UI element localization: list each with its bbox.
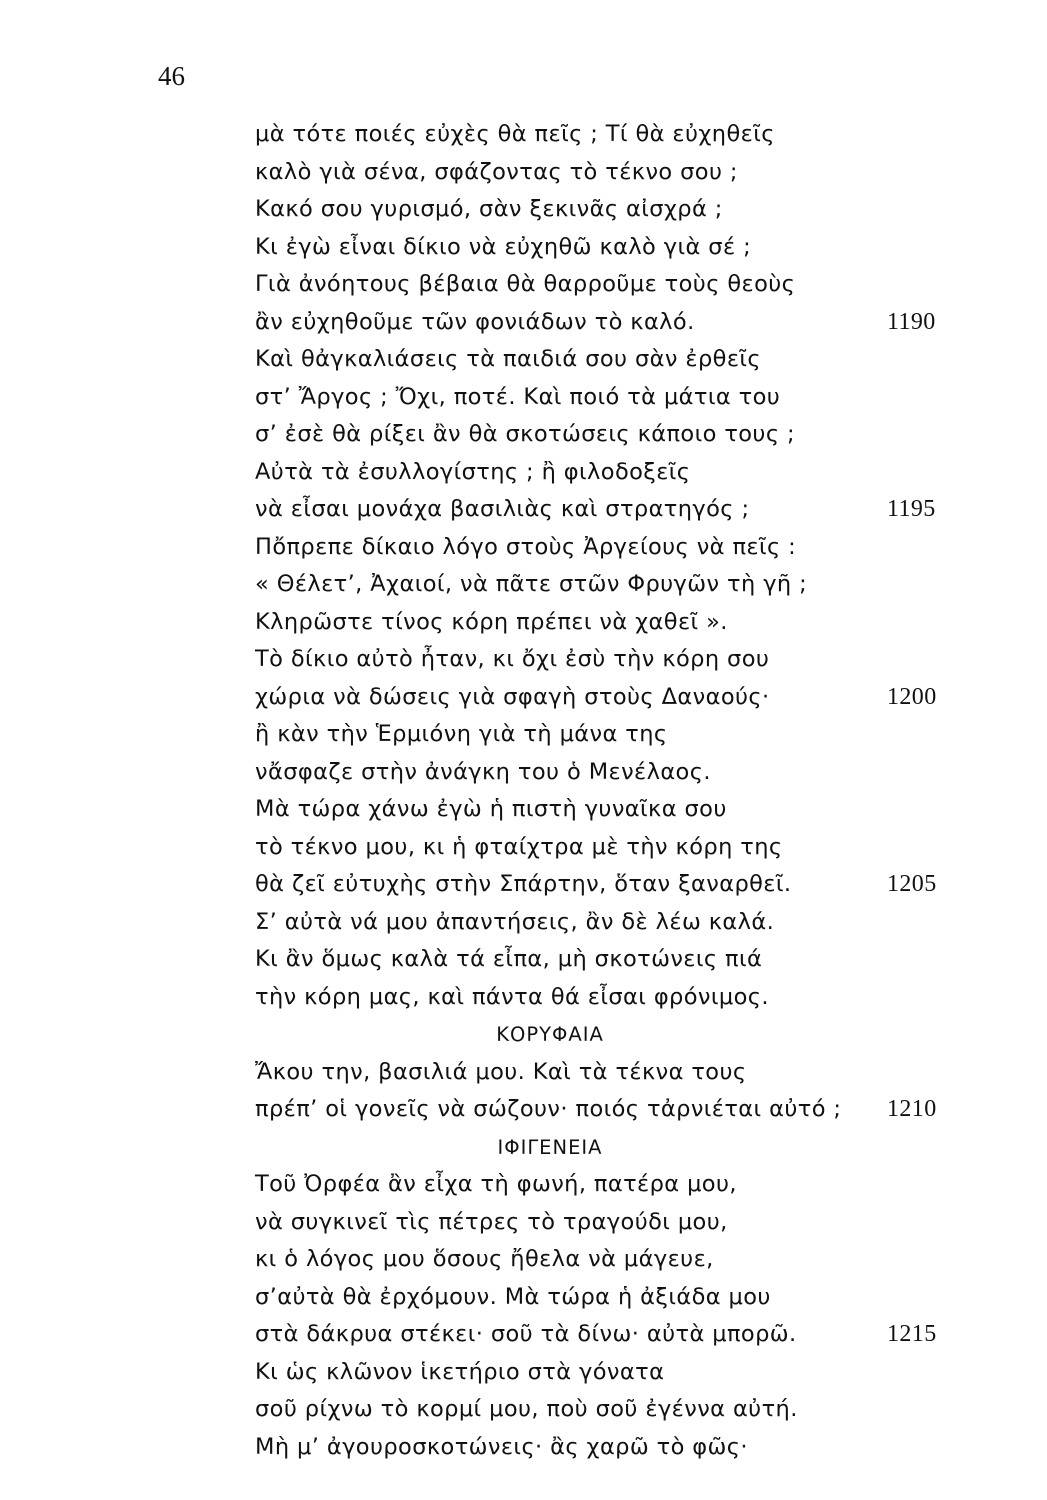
line-number: 1215 — [887, 1321, 937, 1347]
line-number: 1200 — [887, 683, 937, 710]
verse-text: Κληρῶστε τίνος κόρη πρέπει νὰ χαθεῖ ». — [255, 608, 728, 635]
verse-line — [255, 1429, 955, 1467]
verse-text: Τοῦ Ὀρφέα ἂν εἶχα τὴ φωνή, πατέρα μου, — [255, 1171, 737, 1197]
verse-line — [255, 379, 955, 417]
verse-line — [255, 866, 955, 904]
speaker-name — [255, 1016, 845, 1054]
verse-text: νὰ συγκινεῖ τὶς πέτρες τὸ τραγούδι μου, — [255, 1208, 728, 1235]
verse-line — [255, 454, 955, 492]
verse-text: χώρια νὰ δώσεις γιὰ σφαγὴ στοὺς Δαναούς· — [255, 683, 770, 710]
verse-text: κι ὁ λόγος μου ὅσους ἤθελα νὰ μάγευε, — [255, 1246, 714, 1272]
verse-line — [255, 566, 955, 604]
verse-line — [255, 1354, 955, 1392]
verse-text: Σ’ αὐτὰ νά μου ἀπαντήσεις, ἂν δὲ λέω καλά. — [255, 908, 775, 935]
verse-line — [255, 1204, 955, 1242]
verse-line — [255, 641, 955, 679]
verse-line — [255, 754, 955, 792]
line-number: 1190 — [887, 308, 936, 335]
verse-text: πρέπ’ οἱ γονεῖς νὰ σώζουν· ποιός τἀρνιέται αὐτό ; — [255, 1096, 842, 1122]
verse-text: ἢ κὰν τὴν Ἑρμιόνη γιὰ τὴ μάνα της — [255, 721, 668, 747]
verse-text: Καὶ θἀγκαλιάσεις τὰ παιδιά σου σὰν ἐρθεῖς — [255, 346, 761, 372]
verse-line — [255, 491, 955, 529]
verse-line — [255, 1091, 955, 1129]
verse-line — [255, 979, 955, 1017]
verse-text: Μὴ μ’ ἀγουροσκοτώνεις· ἂς χαρῶ τὸ φῶς· — [255, 1433, 748, 1460]
line-number: 1195 — [887, 496, 936, 522]
verse-line — [255, 191, 955, 229]
verse-text: θὰ ζεῖ εὐτυχὴς στὴν Σπάρτην, ὅταν ξαναρθεῖ. — [255, 871, 792, 897]
verse-line — [255, 716, 955, 754]
verse-text: Γιὰ ἀνόητους βέβαια θὰ θαρροῦμε τοὺς θεοὺς — [255, 271, 796, 297]
verse-line — [255, 116, 955, 154]
verse-text: τὸ τέκνο μου, κι ἡ φταίχτρα μὲ τὴν κόρη της — [255, 833, 783, 860]
verse-text: Αὐτὰ τὰ ἐσυλλογίστης ; ἢ φιλοδοξεῖς — [255, 458, 691, 485]
verse-text: Πὄπρεπε δίκαιο λόγο στοὺς Ἀργείους νὰ πεῖς : — [255, 533, 797, 560]
verse-line — [255, 154, 955, 192]
verse-line — [255, 904, 955, 942]
page-number: 46 — [158, 61, 185, 91]
verse-text: ἂν εὐχηθοῦμε τῶν φονιάδων τὸ καλό. — [255, 308, 695, 335]
verse-text: Μὰ τώρα χάνω ἐγὼ ἡ πιστὴ γυναῖκα σου — [255, 796, 727, 822]
verse-text: σοῦ ρίχνω τὸ κορμί μου, ποὺ σοῦ ἐγέννα αὐτή. — [255, 1396, 798, 1422]
verse-text: σ’αὐτὰ θὰ ἐρχόμουν. Μὰ τώρα ἡ ἀξιάδα μου — [255, 1283, 771, 1310]
verse-line — [255, 1241, 955, 1279]
verse-text: « Θέλετ’, Ἀχαιοί, νὰ πᾶτε στῶν Φρυγῶν τὴ γῆ ; — [255, 571, 808, 597]
verse-line — [255, 679, 955, 717]
verse-text: Ἄκου την, βασιλιά μου. Καὶ τὰ τέκνα τους — [255, 1058, 747, 1085]
line-number: 1205 — [887, 871, 937, 897]
verse-text: νὰ εἶσαι μονάχα βασιλιὰς καὶ στρατηγός ; — [255, 496, 750, 522]
verse-line — [255, 1166, 955, 1204]
verse-line — [255, 266, 955, 304]
verse-text: νἄσφαζε στὴν ἀνάγκη του ὁ Μενέλαος. — [255, 758, 711, 785]
verse-line — [255, 341, 955, 379]
speaker-label: ΙΦΙΓΕΝΕΙΑ — [497, 1135, 603, 1159]
verse-text: καλὸ γιὰ σένα, σφάζοντας τὸ τέκνο σου ; — [255, 158, 738, 185]
verse-line — [255, 1279, 955, 1317]
speaker-label: ΚΟΡΥΦΑΙΑ — [496, 1023, 604, 1046]
verse-block — [255, 116, 955, 1466]
verse-line — [255, 529, 955, 567]
verse-line — [255, 829, 955, 867]
verse-text: Κι ἂν ὅμως καλὰ τά εἶπα, μὴ σκοτώνεις πιά — [255, 946, 763, 972]
verse-line — [255, 1391, 955, 1429]
verse-text: Κι ὡς κλῶνον ἱκετήριο στὰ γόνατα — [255, 1358, 665, 1385]
verse-line — [255, 1316, 955, 1354]
verse-text: τὴν κόρη μας, καὶ πάντα θά εἶσαι φρόνιμος. — [255, 983, 769, 1010]
verse-text: σ’ ἐσὲ θὰ ρίξει ἂν θὰ σκοτώσεις κάποιο τους ; — [255, 421, 795, 447]
verse-line — [255, 229, 955, 267]
verse-line — [255, 791, 955, 829]
verse-line — [255, 941, 955, 979]
verse-line — [255, 304, 955, 342]
speaker-name — [255, 1129, 845, 1167]
verse-text: Κακό σου γυρισμό, σὰν ξεκινᾶς αἰσχρά ; — [255, 196, 723, 222]
verse-text: Κι ἐγὼ εἶναι δίκιο νὰ εὐχηθῶ καλὸ γιὰ σέ ; — [255, 233, 752, 260]
verse-line — [255, 604, 955, 642]
verse-line — [255, 416, 955, 454]
verse-text: μὰ τότε ποιές εὐχὲς θὰ πεῖς ; Τί θὰ εὐχηθεῖς — [255, 121, 775, 147]
verse-line — [255, 1054, 955, 1092]
verse-text: Τὸ δίκιο αὐτὸ ἦταν, κι ὄχι ἐσὺ τὴν κόρη σου — [255, 646, 770, 672]
verse-text: στ’ Ἄργος ; Ὄχι, ποτέ. Καὶ ποιό τὰ μάτια του — [255, 383, 781, 410]
verse-text: στὰ δάκρυα στέκει· σοῦ τὰ δίνω· αὐτὰ μπορῶ. — [255, 1321, 797, 1347]
line-number: 1210 — [887, 1096, 937, 1122]
